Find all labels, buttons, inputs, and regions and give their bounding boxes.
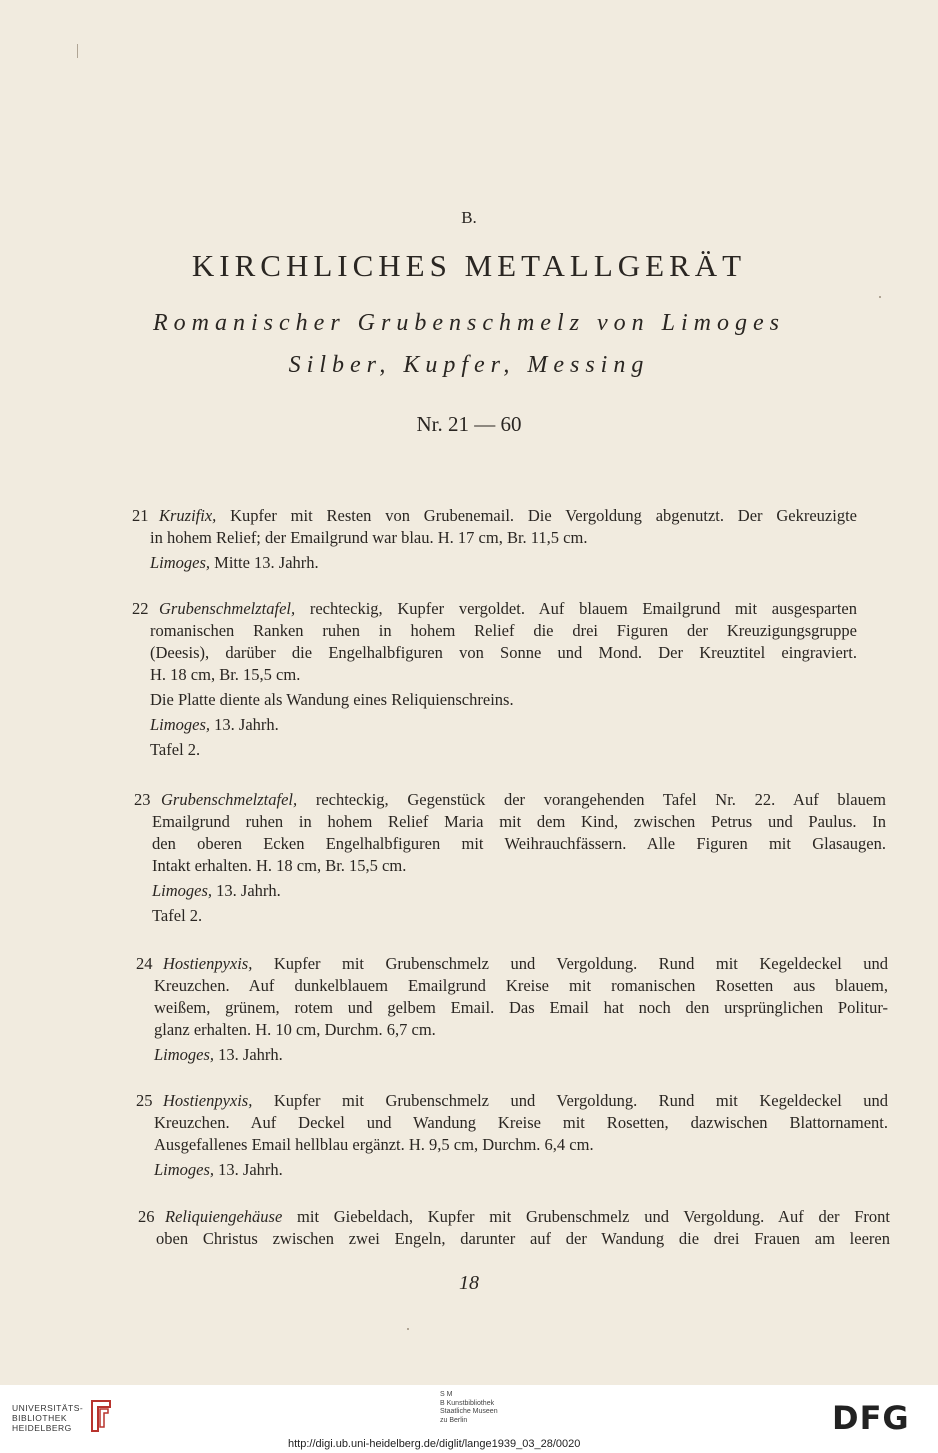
entry-number: 23 [134, 790, 151, 809]
catalogue-entry-21 [132, 505, 857, 574]
entry-text-line: Intakt erhalten. H. 18 cm, Br. 15,5 cm. [152, 856, 407, 875]
page-number: 18 [459, 1272, 479, 1294]
entry-title: Grubenschmelztafel, [161, 790, 298, 809]
entry-title: Hostienpyxis, [163, 954, 253, 973]
entry-number: 26 [138, 1207, 155, 1226]
stamp-line: S M [440, 1391, 453, 1398]
section-letter: B. [461, 208, 477, 227]
entry-place: Limoges, [152, 881, 213, 900]
entry-date: 13. Jahrh. [212, 881, 281, 900]
entry-date: 13. Jahrh. [210, 715, 279, 734]
stamp-line: B Kunstbibliothek [440, 1399, 495, 1407]
entry-place: Limoges, [150, 553, 211, 572]
entry-provenance [136, 1159, 888, 1181]
catalogue-entry-26 [138, 1206, 890, 1250]
entry-plate: Tafel 2. [152, 906, 203, 925]
entry-text-line: Ausgefallenes Email hellblau ergänzt. H. 9,5 cm, Durchm. 6,4 cm. [154, 1135, 594, 1154]
entry-provenance [136, 1044, 888, 1066]
dfg-logo: DFG [832, 1399, 910, 1437]
entry-number: 24 [136, 954, 153, 973]
subtitle-materials: Silber, Kupfer, Messing [288, 352, 650, 378]
entry-text: rechteckig, Kupfer vergoldet. Auf blauem Emailgrund mit ausgesparten [295, 599, 857, 618]
entry-note: Die Platte diente als Wandung eines Reliquienschreins. [150, 690, 514, 709]
entry-place: Limoges, [150, 715, 211, 734]
entry-number: 25 [136, 1091, 153, 1110]
entry-number: 21 [132, 506, 149, 525]
scan-mark [77, 44, 78, 58]
entry-provenance [132, 714, 857, 736]
entry-text: Kupfer mit Resten von Grubenemail. Die Vergoldung abgenutzt. Der Gekreuzigte [216, 506, 857, 525]
library-line: HEIDELBERG [12, 1423, 72, 1433]
catalogue-entry-22 [132, 598, 857, 761]
catalogue-entry-23 [134, 789, 886, 927]
entry-text: mit Giebeldach, Kupfer mit Grubenschmelz und Vergoldung. Auf der Front [282, 1207, 890, 1226]
entry-text-line: H. 18 cm, Br. 15,5 cm. [150, 665, 301, 684]
entry-date: 13. Jahrh. [214, 1045, 283, 1064]
entry-text-line: romanischen Ranken ruhen in hohem Relief die drei Figuren der Kreuzigungsgruppe [150, 621, 857, 640]
scan-mark [407, 1328, 409, 1330]
permalink[interactable]: http://digi.ub.uni-heidelberg.de/diglit/lange1939_03_28/0020 [288, 1438, 581, 1450]
entry-title: Reliquiengehäuse [165, 1207, 283, 1226]
entry-first-line [132, 598, 857, 620]
entry-text-line: oben Christus zwischen zwei Engeln, darunter auf der Wandung die drei Frauen am leeren [156, 1229, 890, 1248]
subtitle-technique: Romanischer Grubenschmelz von Limoges [153, 310, 785, 336]
entry-title: Grubenschmelztafel, [159, 599, 296, 618]
stamp-line: zu Berlin [440, 1416, 468, 1424]
entry-text-line: weißem, grünem, rotem und gelbem Email. Das Email hat noch den ursprünglichen Politur- [154, 998, 888, 1017]
entry-text-line: (Deesis), darüber die Engelhalbfiguren von Sonne und Mond. Der Kreuztitel eingraviert. [150, 643, 857, 662]
stamp-line: Staatliche Museen [440, 1408, 498, 1415]
library-logo-text [12, 1403, 83, 1433]
entry-title: Hostienpyxis, [163, 1091, 253, 1110]
entry-date: Mitte 13. Jahrh. [210, 553, 319, 572]
entry-number: 22 [132, 599, 149, 618]
entry-provenance [134, 880, 886, 902]
museum-stamp [440, 1391, 498, 1425]
entry-place: Limoges, [154, 1160, 215, 1179]
library-line: BIBLIOTHEK [12, 1413, 68, 1423]
entry-first-line [134, 789, 886, 811]
entry-place: Limoges, [154, 1045, 215, 1064]
library-logo-icon [88, 1399, 114, 1433]
entry-text-line: in hohem Relief; der Emailgrund war blau. H. 17 cm, Br. 11,5 cm. [150, 528, 588, 547]
library-line: UNIVERSITÄTS- [12, 1403, 84, 1413]
entry-first-line [132, 505, 857, 527]
entry-text-line: Emailgrund ruhen in hohem Relief Maria mit dem Kind, zwischen Petrus und Paulus. In [152, 812, 886, 831]
scan-mark [879, 296, 881, 298]
entry-text: Kupfer mit Grubenschmelz und Vergoldung. Rund mit Kegeldeckel und [252, 1091, 888, 1110]
entry-text: rechteckig, Gegenstück der vorangehenden Tafel Nr. 22. Auf blauem [297, 790, 886, 809]
section-title: KIRCHLICHES METALLGERÄT [191, 248, 747, 283]
entry-text-line: den oberen Ecken Engelhalbfiguren mit Weihrauchfässern. Alle Figuren mit Glasaugen. [152, 834, 886, 853]
catalogue-entry-25 [136, 1090, 888, 1181]
entry-first-line [138, 1206, 890, 1228]
entry-first-line [136, 953, 888, 975]
entry-text-line: glanz erhalten. H. 10 cm, Durchm. 6,7 cm. [154, 1020, 436, 1039]
entry-text-line: Kreuzchen. Auf dunkelblauem Emailgrund Kreise mit romanischen Rosetten aus blauem, [154, 976, 888, 995]
catalogue-range: Nr. 21 — 60 [416, 412, 522, 436]
entry-plate: Tafel 2. [150, 740, 201, 759]
entry-first-line [136, 1090, 888, 1112]
entry-date: 13. Jahrh. [214, 1160, 283, 1179]
digitization-footer [0, 1385, 938, 1453]
entry-provenance [132, 552, 857, 574]
entry-text-line: Kreuzchen. Auf Deckel und Wandung Kreise mit Rosetten, dazwischen Blattornament. [154, 1113, 888, 1132]
catalogue-entry-24 [136, 953, 888, 1066]
entry-title: Kruzifix, [159, 506, 217, 525]
entry-text: Kupfer mit Grubenschmelz und Vergoldung. Rund mit Kegeldeckel und [252, 954, 888, 973]
